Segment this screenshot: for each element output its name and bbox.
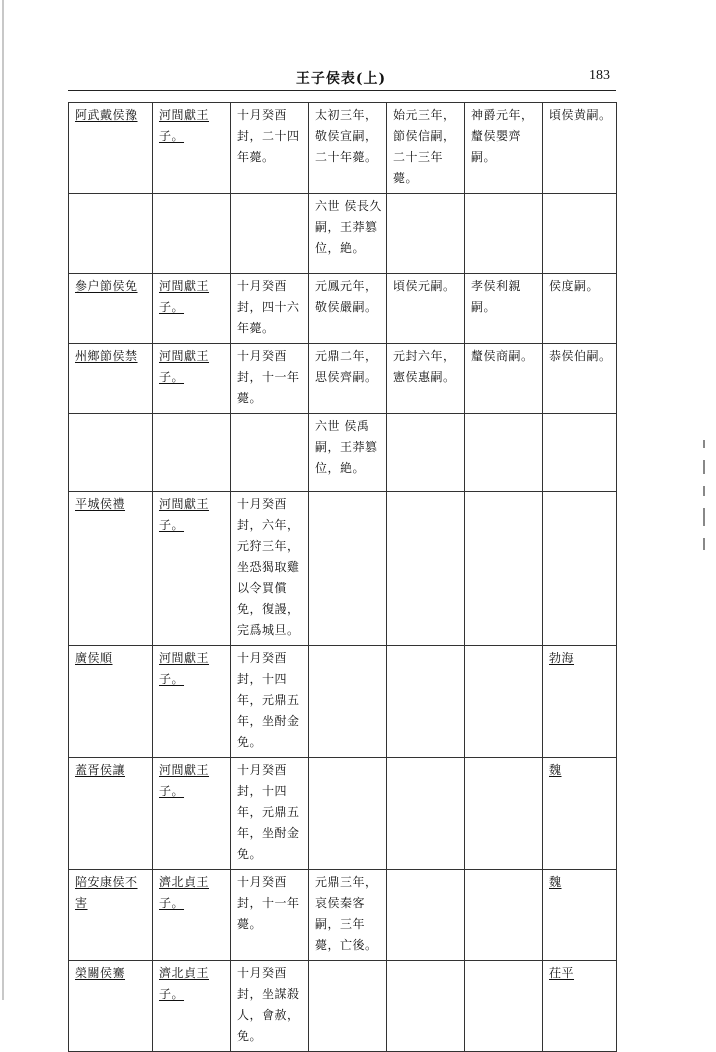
generation-2-cell: 太初三年，敬侯宣嗣，二十年薨。 bbox=[309, 103, 387, 194]
generation-2-cell: 六世 侯長久嗣，王莽篡位，絶。 bbox=[309, 194, 387, 274]
generation-4-cell bbox=[465, 646, 543, 758]
generation-4-cell bbox=[465, 870, 543, 961]
table-row bbox=[69, 274, 617, 344]
marquis-name-cell: 參户節侯免 bbox=[69, 274, 153, 344]
generation-3-cell bbox=[387, 194, 465, 274]
table-row bbox=[69, 414, 617, 492]
generation-5-cell bbox=[543, 414, 617, 492]
generation-4-cell: 孝侯利親嗣。 bbox=[465, 274, 543, 344]
father-cell: 河間獻王子。 bbox=[153, 492, 231, 646]
generation-2-cell bbox=[309, 758, 387, 870]
father-cell: 河間獻王子。 bbox=[153, 103, 231, 194]
father-cell bbox=[153, 194, 231, 274]
table-row bbox=[69, 961, 617, 1052]
generation-3-cell bbox=[387, 870, 465, 961]
generation-4-cell bbox=[465, 758, 543, 870]
father-cell bbox=[153, 414, 231, 492]
genealogy-table bbox=[68, 102, 617, 1052]
generation-3-cell bbox=[387, 961, 465, 1052]
generation-3-cell bbox=[387, 414, 465, 492]
father-cell: 濟北貞王子。 bbox=[153, 961, 231, 1052]
generation-4-cell bbox=[465, 194, 543, 274]
generation-2-cell: 元鼎二年，思侯齊嗣。 bbox=[309, 344, 387, 414]
generation-5-cell bbox=[543, 646, 617, 758]
father-cell: 河間獻王子。 bbox=[153, 274, 231, 344]
table-row bbox=[69, 646, 617, 758]
enfeoffment-cell: 十月癸酉封，坐謀殺人，會赦，免。 bbox=[231, 961, 309, 1052]
enfeoffment-cell: 十月癸酉封，六年，元狩三年，坐恐猲取雞以令買償免，復謾，完爲城旦。 bbox=[231, 492, 309, 646]
enfeoffment-cell: 十月癸酉封，十四年，元鼎五年，坐酎金免。 bbox=[231, 758, 309, 870]
generation-3-cell bbox=[387, 758, 465, 870]
running-title: 王子侯表(上) bbox=[295, 71, 387, 87]
enfeoffment-cell: 十月癸酉封，四十六年薨。 bbox=[231, 274, 309, 344]
enfeoffment-cell: 十月癸酉封，十四年，元鼎五年，坐酎金免。 bbox=[231, 646, 309, 758]
generation-3-cell bbox=[387, 492, 465, 646]
generation-5-cell bbox=[543, 492, 617, 646]
father-cell: 河間獻王子。 bbox=[153, 646, 231, 758]
generation-2-cell: 六世 侯禹嗣，王莽篡位，絶。 bbox=[309, 414, 387, 492]
scan-margin-marks bbox=[700, 440, 708, 562]
enfeoffment-cell bbox=[231, 194, 309, 274]
generation-2-cell bbox=[309, 646, 387, 758]
table-row bbox=[69, 492, 617, 646]
place-name: 茌平 bbox=[549, 966, 575, 980]
marquis-name-cell: 陪安康侯不害 bbox=[69, 870, 153, 961]
generation-4-cell bbox=[465, 961, 543, 1052]
enfeoffment-cell: 十月癸酉封，十一年薨。 bbox=[231, 344, 309, 414]
father-cell: 河間獻王子。 bbox=[153, 758, 231, 870]
generation-3-cell: 始元三年，節侯信嗣，二十三年薨。 bbox=[387, 103, 465, 194]
generation-5-cell: 恭侯伯嗣。 bbox=[543, 344, 617, 414]
generation-5-cell: 侯度嗣。 bbox=[543, 274, 617, 344]
header-rule bbox=[68, 90, 616, 91]
father-cell: 河間獻王子。 bbox=[153, 344, 231, 414]
generation-3-cell: 頃侯元嗣。 bbox=[387, 274, 465, 344]
enfeoffment-cell: 十月癸酉封，十一年薨。 bbox=[231, 870, 309, 961]
generation-5-cell bbox=[543, 758, 617, 870]
place-name: 魏 bbox=[549, 875, 562, 889]
generation-2-cell: 元鳳元年，敬侯嚴嗣。 bbox=[309, 274, 387, 344]
table-row bbox=[69, 758, 617, 870]
generation-5-cell: 頃侯黄嗣。 bbox=[543, 103, 617, 194]
page-left-edge bbox=[2, 0, 4, 1000]
generation-4-cell bbox=[465, 492, 543, 646]
marquis-name-cell: 蓋胥侯讓 bbox=[69, 758, 153, 870]
marquis-name-cell: 廣侯順 bbox=[69, 646, 153, 758]
enfeoffment-cell: 十月癸酉封，二十四年薨。 bbox=[231, 103, 309, 194]
marquis-name-cell: 榮關侯騫 bbox=[69, 961, 153, 1052]
generation-5-cell bbox=[543, 870, 617, 961]
place-name: 勃海 bbox=[549, 651, 575, 665]
running-header bbox=[68, 62, 614, 90]
generation-2-cell bbox=[309, 492, 387, 646]
generation-5-cell bbox=[543, 961, 617, 1052]
place-name: 魏 bbox=[549, 763, 562, 777]
generation-4-cell: 釐侯商嗣。 bbox=[465, 344, 543, 414]
table-row bbox=[69, 103, 617, 194]
enfeoffment-cell bbox=[231, 414, 309, 492]
table-row bbox=[69, 194, 617, 274]
generation-2-cell bbox=[309, 961, 387, 1052]
generation-3-cell bbox=[387, 646, 465, 758]
marquis-name-cell: 平城侯禮 bbox=[69, 492, 153, 646]
generation-2-cell: 元鼎三年，哀侯秦客嗣，三年薨，亡後。 bbox=[309, 870, 387, 961]
table-row bbox=[69, 344, 617, 414]
marquis-name-cell: 州鄉節侯禁 bbox=[69, 344, 153, 414]
generation-4-cell: 神爵元年，釐侯嬰齊嗣。 bbox=[465, 103, 543, 194]
generation-5-cell bbox=[543, 194, 617, 274]
generation-3-cell: 元封六年，憲侯惠嗣。 bbox=[387, 344, 465, 414]
father-cell: 濟北貞王子。 bbox=[153, 870, 231, 961]
page-number: 183 bbox=[589, 68, 610, 83]
marquis-name-cell: 阿武戴侯豫 bbox=[69, 103, 153, 194]
table-row bbox=[69, 870, 617, 961]
generation-4-cell bbox=[465, 414, 543, 492]
marquis-name-cell bbox=[69, 194, 153, 274]
marquis-name-cell bbox=[69, 414, 153, 492]
